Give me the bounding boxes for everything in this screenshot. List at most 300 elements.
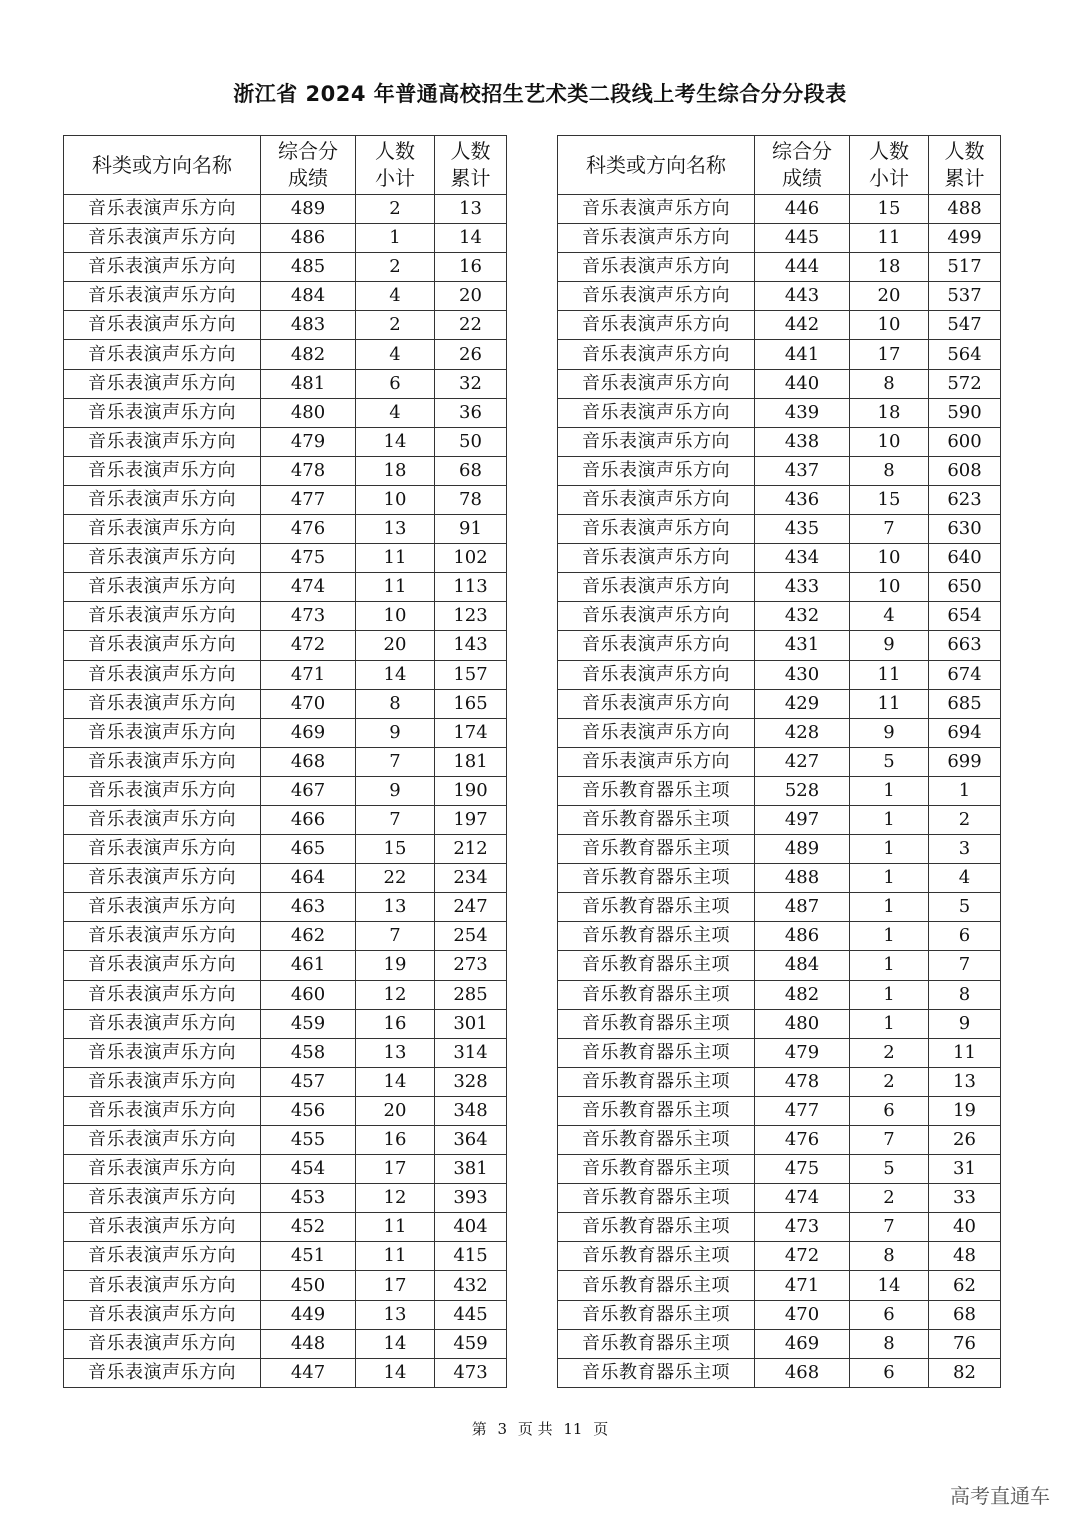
cell-count: 20 [850,282,929,311]
cell-score: 470 [261,689,356,718]
cell-score: 461 [261,951,356,980]
cell-name: 音乐表演声乐方向 [558,631,755,660]
cell-cumulative: 26 [435,340,507,369]
cell-name: 音乐表演声乐方向 [64,253,261,282]
cell-score: 467 [261,776,356,805]
cell-name: 音乐教育器乐主项 [558,1126,755,1155]
cell-score: 431 [755,631,850,660]
table-row [64,864,507,893]
table-header [64,136,507,195]
cell-score: 528 [755,776,850,805]
cell-name: 音乐表演声乐方向 [558,340,755,369]
cell-count: 7 [356,805,435,834]
cell-count: 7 [356,922,435,951]
cell-score: 454 [261,1155,356,1184]
cell-count: 8 [850,456,929,485]
cell-score: 445 [755,224,850,253]
cell-count: 10 [850,427,929,456]
cell-score: 480 [261,398,356,427]
cell-score: 456 [261,1096,356,1125]
cell-name: 音乐表演声乐方向 [64,1038,261,1067]
table-row [558,282,1001,311]
table-row [64,224,507,253]
table-row [64,602,507,631]
cell-count: 6 [850,1300,929,1329]
cell-cumulative: 4 [929,864,1001,893]
cell-score: 463 [261,893,356,922]
table-row [558,1155,1001,1184]
cell-cumulative: 1 [929,776,1001,805]
cell-score: 479 [755,1038,850,1067]
table-row [558,573,1001,602]
cell-name: 音乐教育器乐主项 [558,1155,755,1184]
cell-count: 1 [850,1009,929,1038]
cell-count: 19 [356,951,435,980]
header-count: 人数 小计 [356,136,435,195]
table-row [558,776,1001,805]
cell-count: 4 [356,282,435,311]
table-row [64,631,507,660]
cell-score: 482 [755,980,850,1009]
footer-prefix: 第 [471,1420,487,1438]
cell-name: 音乐表演声乐方向 [64,922,261,951]
cell-name: 音乐表演声乐方向 [64,573,261,602]
cell-score: 483 [261,311,356,340]
cell-cumulative: 364 [435,1126,507,1155]
cell-score: 455 [261,1126,356,1155]
cell-cumulative: 7 [929,951,1001,980]
cell-score: 497 [755,805,850,834]
cell-cumulative: 76 [929,1329,1001,1358]
cell-count: 8 [850,1242,929,1271]
cell-name: 音乐表演声乐方向 [64,1009,261,1038]
cell-score: 478 [261,456,356,485]
cell-score: 441 [755,340,850,369]
table-row [64,776,507,805]
table-row [558,1213,1001,1242]
cell-name: 音乐表演声乐方向 [64,224,261,253]
cell-score: 462 [261,922,356,951]
cell-count: 10 [356,602,435,631]
cell-name: 音乐表演声乐方向 [558,398,755,427]
cell-count: 16 [356,1009,435,1038]
cell-name: 音乐表演声乐方向 [64,398,261,427]
cell-count: 1 [850,922,929,951]
table-row [64,1329,507,1358]
cell-count: 9 [850,631,929,660]
cell-name: 音乐表演声乐方向 [64,544,261,573]
cell-count: 9 [356,776,435,805]
cell-name: 音乐教育器乐主项 [558,805,755,834]
cell-name: 音乐表演声乐方向 [558,689,755,718]
table-row [558,1067,1001,1096]
table-row [64,398,507,427]
cell-name: 音乐教育器乐主项 [558,864,755,893]
table-row [558,922,1001,951]
cell-count: 5 [850,1155,929,1184]
cell-score: 448 [261,1329,356,1358]
cell-cumulative: 473 [435,1358,507,1387]
cell-count: 15 [356,835,435,864]
cell-count: 18 [850,253,929,282]
table-row [64,369,507,398]
cell-count: 14 [356,427,435,456]
score-table-right [557,135,1001,1388]
cell-score: 458 [261,1038,356,1067]
cell-count: 10 [850,311,929,340]
cell-cumulative: 14 [435,224,507,253]
cell-score: 428 [755,718,850,747]
cell-cumulative: 2 [929,805,1001,834]
cell-cumulative: 328 [435,1067,507,1096]
cell-cumulative: 254 [435,922,507,951]
cell-score: 476 [261,515,356,544]
table-row [558,1009,1001,1038]
table-row [64,951,507,980]
cell-score: 477 [261,485,356,514]
cell-score: 443 [755,282,850,311]
table-row [558,369,1001,398]
table-header [558,136,1001,195]
cell-name: 音乐教育器乐主项 [558,951,755,980]
cell-score: 486 [755,922,850,951]
table-row [558,340,1001,369]
cell-score: 429 [755,689,850,718]
table-row [558,1329,1001,1358]
cell-score: 477 [755,1096,850,1125]
table-row [558,311,1001,340]
cell-cumulative: 623 [929,485,1001,514]
table-row [558,1242,1001,1271]
cell-name: 音乐教育器乐主项 [558,922,755,951]
header-name: 科类或方向名称 [558,136,755,195]
cell-name: 音乐教育器乐主项 [558,1038,755,1067]
cell-score: 474 [261,573,356,602]
cell-score: 468 [755,1358,850,1387]
cell-name: 音乐教育器乐主项 [558,893,755,922]
cell-cumulative: 590 [929,398,1001,427]
cell-count: 20 [356,631,435,660]
cell-name: 音乐表演声乐方向 [558,253,755,282]
cell-name: 音乐表演声乐方向 [558,718,755,747]
cell-name: 音乐教育器乐主项 [558,1242,755,1271]
cell-cumulative: 547 [929,311,1001,340]
table-row [558,485,1001,514]
page-footer [0,1418,1080,1439]
footer-total-pages: 11 [563,1420,583,1438]
cell-cumulative: 572 [929,369,1001,398]
cell-score: 470 [755,1300,850,1329]
header-score: 综合分 成绩 [755,136,850,195]
cell-name: 音乐表演声乐方向 [558,195,755,224]
cell-cumulative: 190 [435,776,507,805]
cell-name: 音乐表演声乐方向 [64,747,261,776]
cell-count: 8 [356,689,435,718]
cell-cumulative: 445 [435,1300,507,1329]
cell-score: 447 [261,1358,356,1387]
table-row [64,1184,507,1213]
cell-cumulative: 13 [435,195,507,224]
cell-count: 1 [850,951,929,980]
watermark: 高考直通车 [950,1484,1050,1508]
cell-score: 444 [755,253,850,282]
cell-count: 12 [356,980,435,1009]
cell-count: 18 [850,398,929,427]
cell-score: 473 [261,602,356,631]
cell-count: 7 [850,515,929,544]
cell-count: 14 [356,1329,435,1358]
cell-cumulative: 654 [929,602,1001,631]
cell-name: 音乐表演声乐方向 [64,1184,261,1213]
table-row [64,835,507,864]
table-row [64,1038,507,1067]
cell-score: 464 [261,864,356,893]
cell-name: 音乐表演声乐方向 [64,805,261,834]
cell-score: 478 [755,1067,850,1096]
header-score: 综合分 成绩 [261,136,356,195]
table-row [64,1009,507,1038]
table-row [64,544,507,573]
cell-name: 音乐表演声乐方向 [558,747,755,776]
table-row [558,253,1001,282]
cell-count: 2 [356,195,435,224]
cell-count: 11 [850,689,929,718]
cell-cumulative: 415 [435,1242,507,1271]
cell-name: 音乐表演声乐方向 [558,660,755,689]
cell-count: 2 [850,1038,929,1067]
cell-cumulative: 82 [929,1358,1001,1387]
table-row [64,1067,507,1096]
cell-score: 452 [261,1213,356,1242]
table-row [558,631,1001,660]
cell-count: 1 [850,980,929,1009]
table-row [64,1213,507,1242]
cell-count: 11 [850,660,929,689]
cell-name: 音乐表演声乐方向 [64,195,261,224]
cell-name: 音乐表演声乐方向 [64,660,261,689]
table-row [64,660,507,689]
cell-count: 11 [356,1213,435,1242]
header-count: 人数 小计 [850,136,929,195]
table-row [64,1271,507,1300]
cell-score: 489 [261,195,356,224]
table-row [64,195,507,224]
cell-cumulative: 285 [435,980,507,1009]
cell-score: 450 [261,1271,356,1300]
cell-count: 10 [850,573,929,602]
cell-cumulative: 3 [929,835,1001,864]
cell-score: 472 [755,1242,850,1271]
document-title: 浙江省 2024 年普通高校招生艺术类二段线上考生综合分分段表 [233,82,847,106]
cell-score: 446 [755,195,850,224]
table-row [558,1126,1001,1155]
cell-count: 2 [356,253,435,282]
cell-score: 466 [261,805,356,834]
cell-cumulative: 8 [929,980,1001,1009]
cell-name: 音乐表演声乐方向 [64,1213,261,1242]
cell-name: 音乐教育器乐主项 [558,1271,755,1300]
cell-cumulative: 234 [435,864,507,893]
cell-cumulative: 212 [435,835,507,864]
cell-name: 音乐表演声乐方向 [64,1126,261,1155]
table-row [558,1300,1001,1329]
table-row [64,747,507,776]
header-cumulative: 人数 累计 [929,136,1001,195]
table-row [64,980,507,1009]
cell-cumulative: 600 [929,427,1001,456]
cell-count: 6 [356,369,435,398]
cell-name: 音乐表演声乐方向 [64,340,261,369]
table-row [64,340,507,369]
cell-name: 音乐教育器乐主项 [558,776,755,805]
cell-cumulative: 32 [435,369,507,398]
cell-cumulative: 68 [435,456,507,485]
cell-name: 音乐表演声乐方向 [64,718,261,747]
cell-count: 16 [356,1126,435,1155]
cell-count: 12 [356,1184,435,1213]
cell-cumulative: 517 [929,253,1001,282]
cell-cumulative: 22 [435,311,507,340]
cell-name: 音乐表演声乐方向 [64,1067,261,1096]
cell-count: 6 [850,1358,929,1387]
cell-cumulative: 102 [435,544,507,573]
cell-count: 14 [356,1358,435,1387]
cell-name: 音乐表演声乐方向 [64,1329,261,1358]
table-row [64,805,507,834]
cell-score: 486 [261,224,356,253]
cell-name: 音乐教育器乐主项 [558,1184,755,1213]
cell-cumulative: 674 [929,660,1001,689]
cell-score: 484 [261,282,356,311]
cell-name: 音乐表演声乐方向 [558,369,755,398]
cell-cumulative: 459 [435,1329,507,1358]
cell-count: 4 [356,340,435,369]
footer-current-page: 3 [497,1420,508,1438]
table-row [64,427,507,456]
table-row [64,1126,507,1155]
cell-name: 音乐表演声乐方向 [64,485,261,514]
cell-cumulative: 404 [435,1213,507,1242]
cell-score: 432 [755,602,850,631]
table-row [64,515,507,544]
cell-score: 482 [261,340,356,369]
cell-cumulative: 78 [435,485,507,514]
cell-cumulative: 40 [929,1213,1001,1242]
header-cumulative: 人数 累计 [435,136,507,195]
table-row [558,805,1001,834]
table-row [64,893,507,922]
table-row [558,980,1001,1009]
cell-name: 音乐表演声乐方向 [64,776,261,805]
table-row [64,1242,507,1271]
table-row [558,456,1001,485]
header-name: 科类或方向名称 [64,136,261,195]
cell-count: 14 [850,1271,929,1300]
cell-count: 22 [356,864,435,893]
cell-score: 465 [261,835,356,864]
cell-score: 472 [261,631,356,660]
cell-name: 音乐表演声乐方向 [64,515,261,544]
table-row [64,311,507,340]
cell-score: 479 [261,427,356,456]
cell-count: 17 [356,1271,435,1300]
cell-name: 音乐教育器乐主项 [558,980,755,1009]
table-row [558,515,1001,544]
cell-name: 音乐表演声乐方向 [558,427,755,456]
table-row [558,1271,1001,1300]
cell-count: 1 [850,864,929,893]
cell-count: 8 [850,369,929,398]
table-row [558,224,1001,253]
cell-name: 音乐表演声乐方向 [64,689,261,718]
cell-name: 音乐表演声乐方向 [64,1096,261,1125]
cell-count: 7 [850,1126,929,1155]
cell-cumulative: 488 [929,195,1001,224]
cell-count: 1 [356,224,435,253]
cell-count: 13 [356,1038,435,1067]
cell-name: 音乐表演声乐方向 [558,602,755,631]
cell-count: 6 [850,1096,929,1125]
table-row [558,893,1001,922]
cell-cumulative: 393 [435,1184,507,1213]
cell-score: 480 [755,1009,850,1038]
cell-cumulative: 157 [435,660,507,689]
table-row [64,253,507,282]
cell-score: 471 [755,1271,850,1300]
table-row [558,660,1001,689]
cell-count: 17 [356,1155,435,1184]
cell-score: 434 [755,544,850,573]
table-row [558,747,1001,776]
cell-cumulative: 9 [929,1009,1001,1038]
cell-name: 音乐教育器乐主项 [558,1067,755,1096]
cell-cumulative: 564 [929,340,1001,369]
cell-cumulative: 123 [435,602,507,631]
cell-score: 442 [755,311,850,340]
cell-name: 音乐表演声乐方向 [64,311,261,340]
cell-cumulative: 685 [929,689,1001,718]
cell-cumulative: 247 [435,893,507,922]
cell-cumulative: 381 [435,1155,507,1184]
cell-count: 11 [850,224,929,253]
table-row [64,1155,507,1184]
cell-count: 15 [850,195,929,224]
cell-score: 427 [755,747,850,776]
cell-count: 11 [356,1242,435,1271]
cell-score: 489 [755,835,850,864]
cell-cumulative: 50 [435,427,507,456]
cell-cumulative: 640 [929,544,1001,573]
cell-score: 487 [755,893,850,922]
cell-name: 音乐表演声乐方向 [558,544,755,573]
table-row [558,864,1001,893]
cell-name: 音乐表演声乐方向 [64,369,261,398]
cell-count: 11 [356,573,435,602]
cell-cumulative: 19 [929,1096,1001,1125]
cell-count: 8 [850,1329,929,1358]
cell-cumulative: 62 [929,1271,1001,1300]
cell-name: 音乐表演声乐方向 [64,864,261,893]
cell-cumulative: 273 [435,951,507,980]
cell-score: 474 [755,1184,850,1213]
cell-score: 488 [755,864,850,893]
cell-score: 457 [261,1067,356,1096]
cell-cumulative: 26 [929,1126,1001,1155]
table-row [64,1358,507,1387]
cell-name: 音乐教育器乐主项 [558,1009,755,1038]
cell-cumulative: 33 [929,1184,1001,1213]
cell-cumulative: 699 [929,747,1001,776]
